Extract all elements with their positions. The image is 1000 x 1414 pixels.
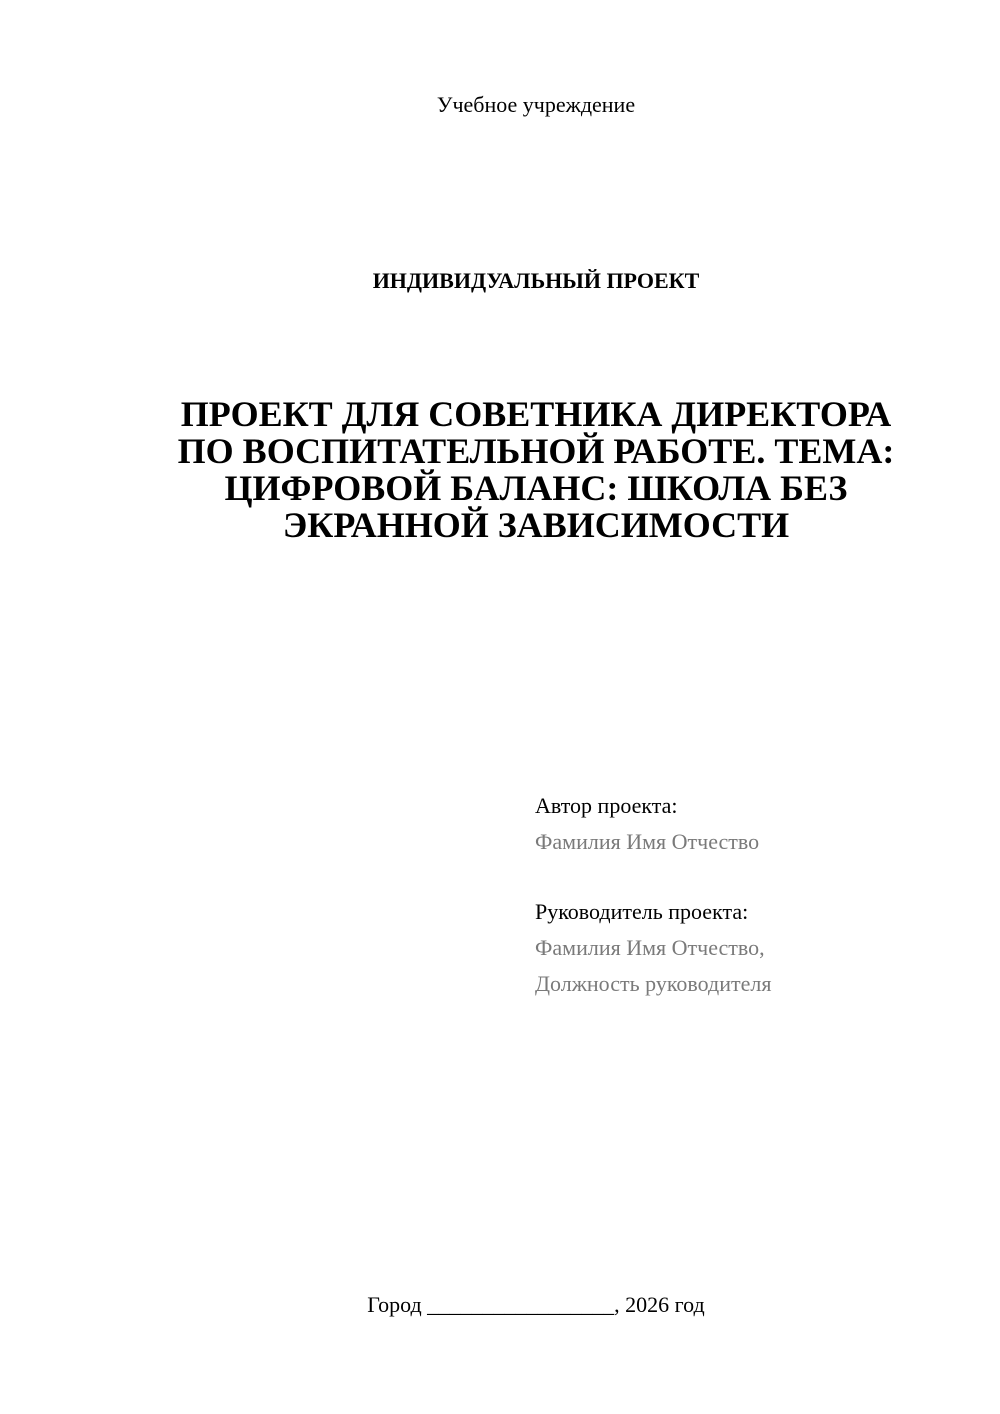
author-label: Автор проекта:	[535, 793, 678, 818]
city-year-line: Город _________________, 2026 год	[367, 1292, 705, 1317]
project-title-line-2: ПО ВОСПИТАТЕЛЬНОЙ РАБОТЕ. ТЕМА:	[177, 431, 895, 471]
authors-block	[535, 788, 975, 1002]
project-title-line-4: ЭКРАННОЙ ЗАВИСИМОСТИ	[282, 505, 790, 545]
project-kind-heading: ИНДИВИДУАЛЬНЫЙ ПРОЕКТ	[372, 268, 700, 293]
supervisor-label: Руководитель проекта:	[535, 899, 749, 924]
supervisor-name-placeholder: Фамилия Имя Отчество,	[535, 935, 765, 960]
authors-spacer	[535, 860, 975, 894]
supervisor-position-placeholder: Должность руководителя	[535, 971, 772, 996]
project-title	[130, 396, 942, 544]
project-title-line-3: ЦИФРОВОЙ БАЛАНС: ШКОЛА БЕЗ	[224, 468, 848, 508]
author-name-placeholder: Фамилия Имя Отчество	[535, 829, 760, 854]
institution-name: Учебное учреждение	[436, 92, 636, 117]
project-title-line-1: ПРОЕКТ ДЛЯ СОВЕТНИКА ДИРЕКТОРА	[180, 394, 892, 434]
